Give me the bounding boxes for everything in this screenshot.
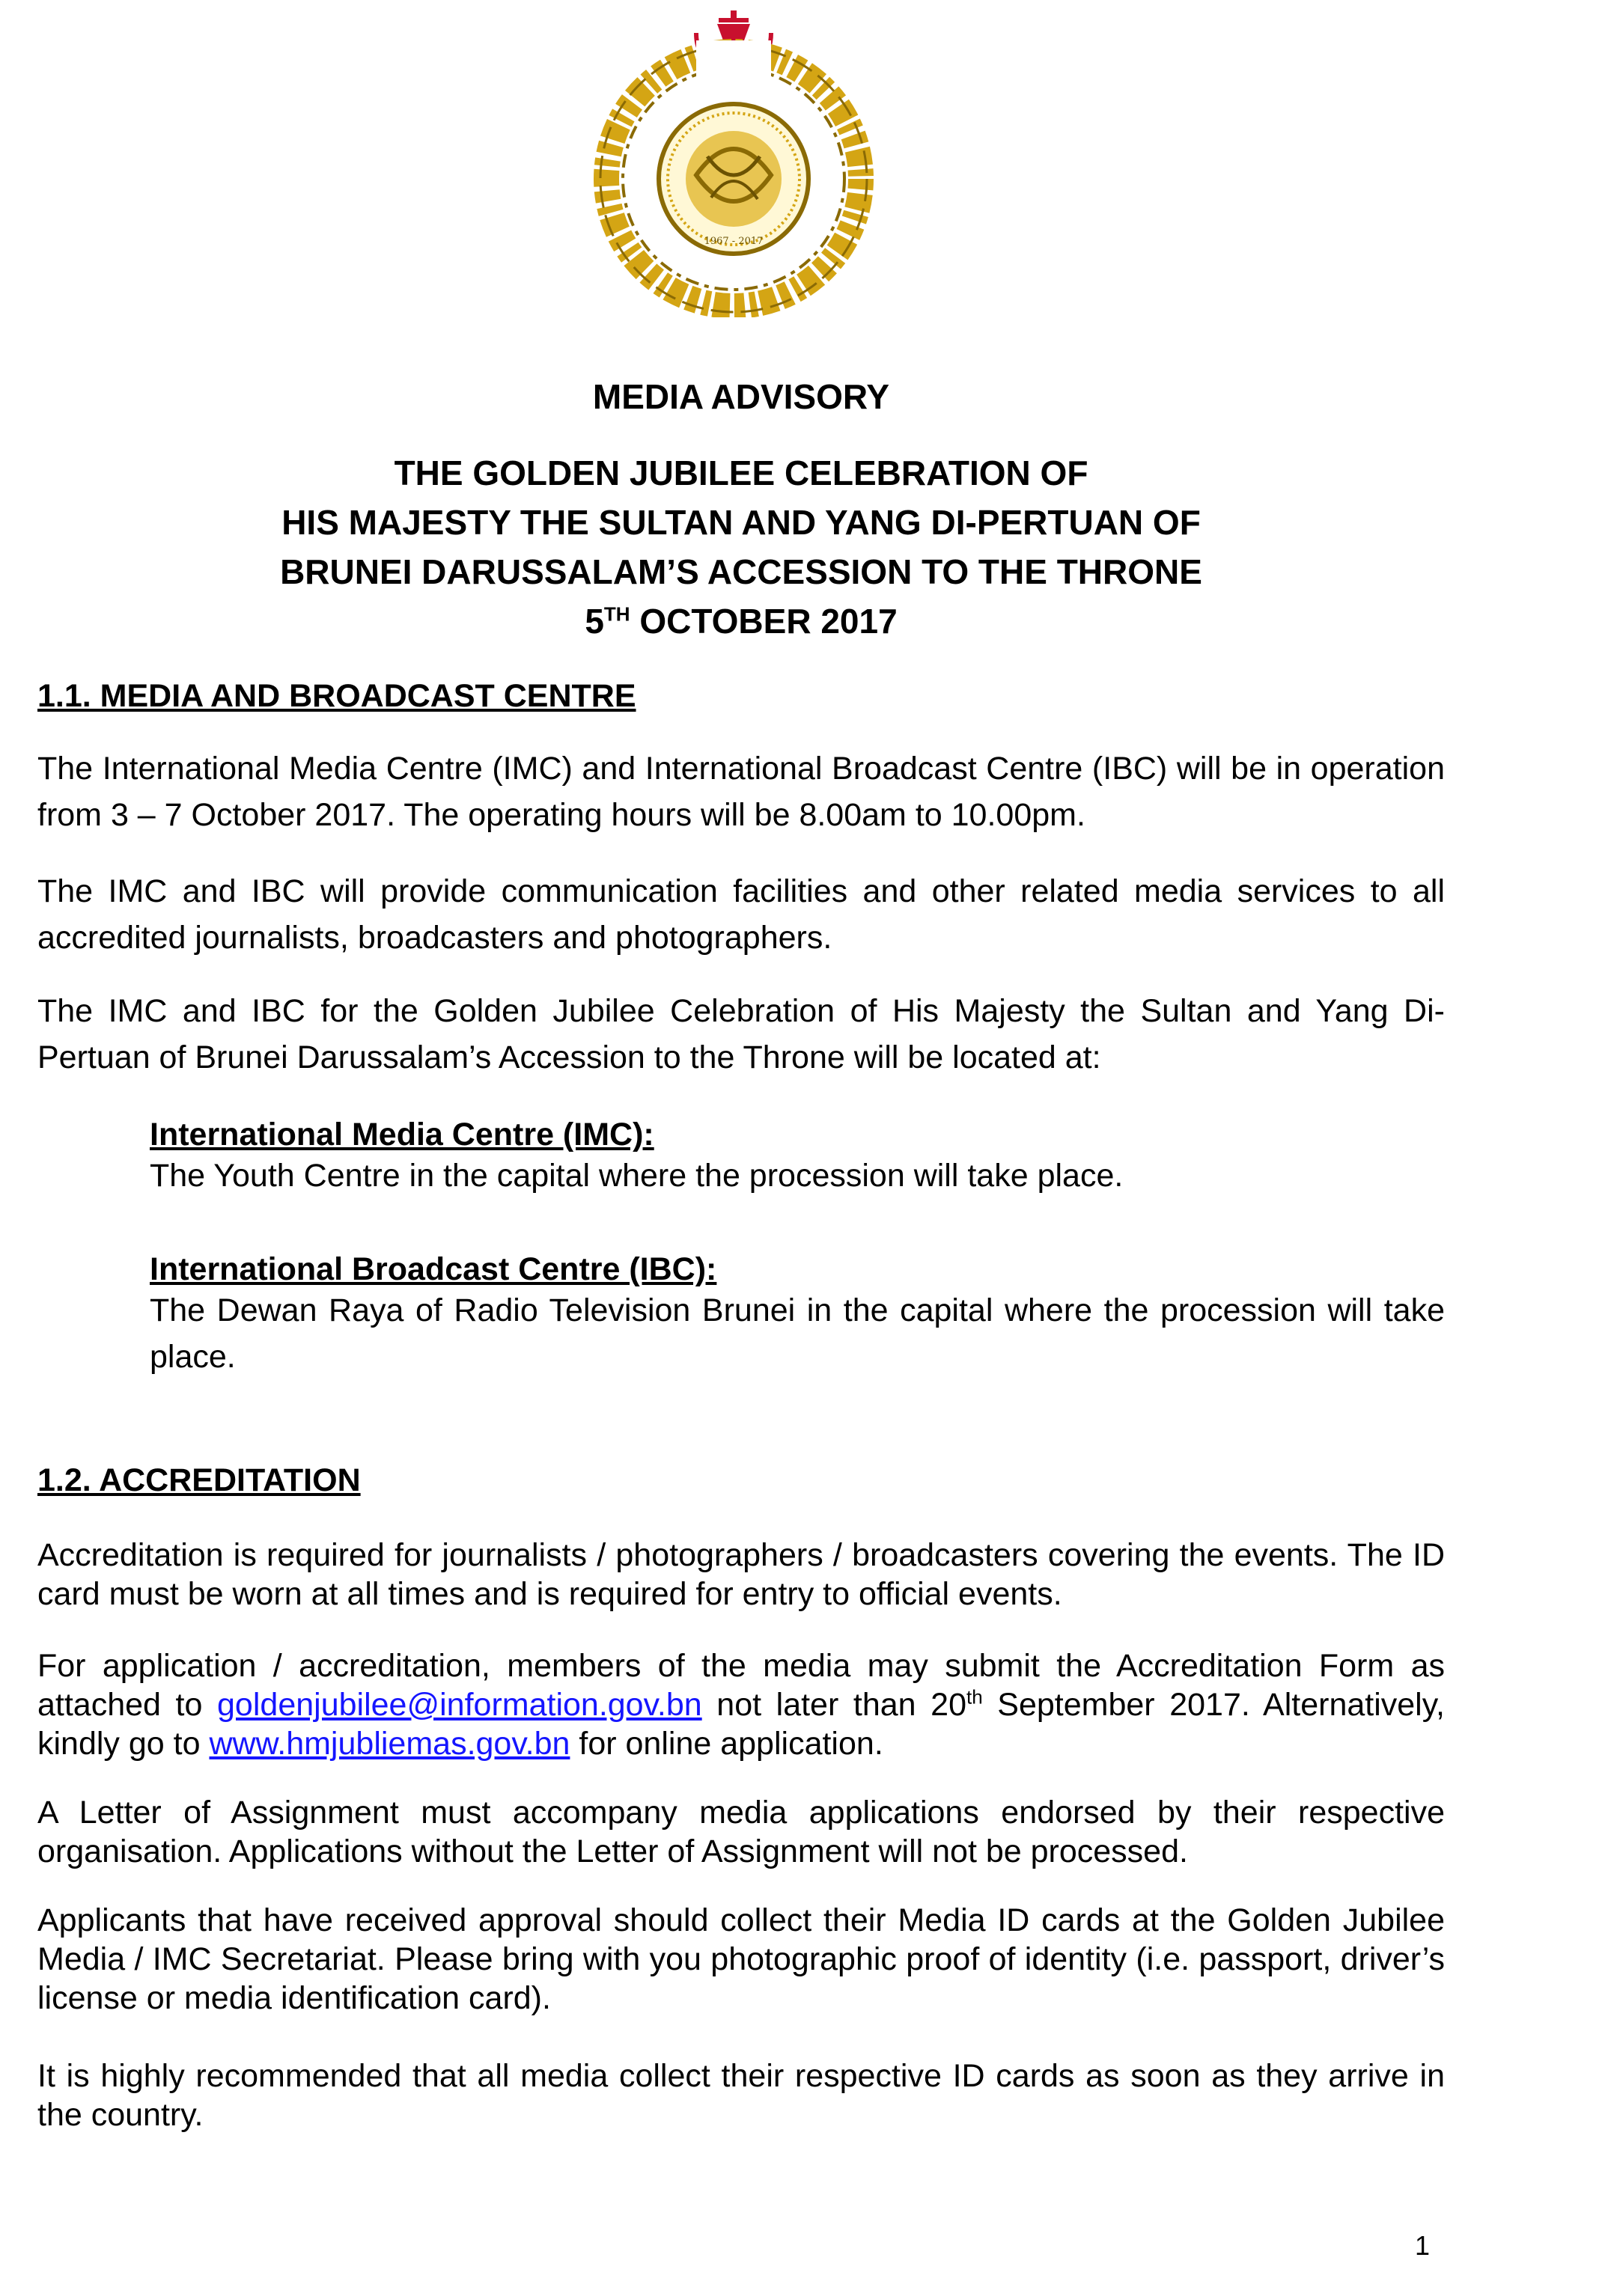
imc-location: The Youth Centre in the capital where the procession will take place. bbox=[150, 1158, 1124, 1194]
title-line-1: THE GOLDEN JUBILEE CELEBRATION OF bbox=[394, 454, 1088, 492]
ibc-location: The Dewan Raya of Radio Television Brunei in the capital where the procession will take place. bbox=[150, 1292, 1445, 1375]
section1-paragraph-1: The International Media Centre (IMC) and International Broadcast Centre (IBC) will be in operation from 3 – 7 October 2017. The operating hours will be 8.00am to 10.00pm. bbox=[37, 751, 1445, 833]
section1-paragraph-3: The IMC and IBC for the Golden Jubilee Celebration of His Majesty the Sultan and Yang Di-Pertuan of Brunei Darussalam’s Accession to the Throne will be located at: bbox=[37, 993, 1445, 1075]
golden-jubilee-emblem-icon bbox=[584, 10, 883, 317]
section2-paragraph-5: It is highly recommended that all media collect their respective ID cards as soon as they arrive in the country. bbox=[37, 2058, 1445, 2133]
section2-paragraph-2: For application / accreditation, members of the media may submit the Accreditation Form as attached to goldenjubilee@information.gov.bn not later than 20th September 2017. Alternatively, kindly go to www.hmjubliemas.gov.bn for online application. bbox=[37, 1648, 1445, 1762]
advisory-title: MEDIA ADVISORY bbox=[592, 377, 890, 416]
section1-paragraph-2: The IMC and IBC will provide communication facilities and other related media services to all accredited journalists, broadcasters and photographers. bbox=[37, 873, 1445, 956]
title-line-3: BRUNEI DARUSSALAM’S ACCESSION TO THE THRONE bbox=[280, 552, 1202, 591]
imc-label: International Media Centre (IMC): bbox=[150, 1117, 654, 1152]
ibc-label: International Broadcast Centre (IBC): bbox=[150, 1251, 717, 1287]
section-heading-accreditation: 1.2. ACCREDITATION bbox=[37, 1462, 361, 1498]
title-line-2: HIS MAJESTY THE SULTAN AND YANG DI-PERTUAN OF bbox=[281, 503, 1201, 542]
section2-paragraph-3: A Letter of Assignment must accompany media applications endorsed by their respective organisation. Applications without the Letter of Assignment will not be processed. bbox=[37, 1795, 1445, 1869]
section2-paragraph-4: Applicants that have received approval should collect their Media ID cards at the Golden Jubilee Media / IMC Secretariat. Please bring with you photographic proof of identity (i.e. passport, driver’s license or media identification card). bbox=[37, 1902, 1445, 2016]
page-number: 1 bbox=[1415, 2230, 1431, 2261]
date-superscript: TH bbox=[603, 602, 630, 626]
email-link[interactable]: goldenjubilee@information.gov.bn bbox=[217, 1687, 702, 1723]
section2-paragraph-1: Accreditation is required for journalists / photographers / broadcasters covering the events. The ID card must be worn at all times and is required for entry to official events. bbox=[37, 1537, 1445, 1612]
emblem-years: 1967 - 2017 bbox=[704, 236, 764, 247]
section-heading-media-broadcast: 1.1. MEDIA AND BROADCAST CENTRE bbox=[37, 678, 636, 714]
title-date: 5TH OCTOBER 2017 bbox=[585, 602, 898, 641]
website-link[interactable]: www.hmjubliemas.gov.bn bbox=[209, 1726, 570, 1762]
